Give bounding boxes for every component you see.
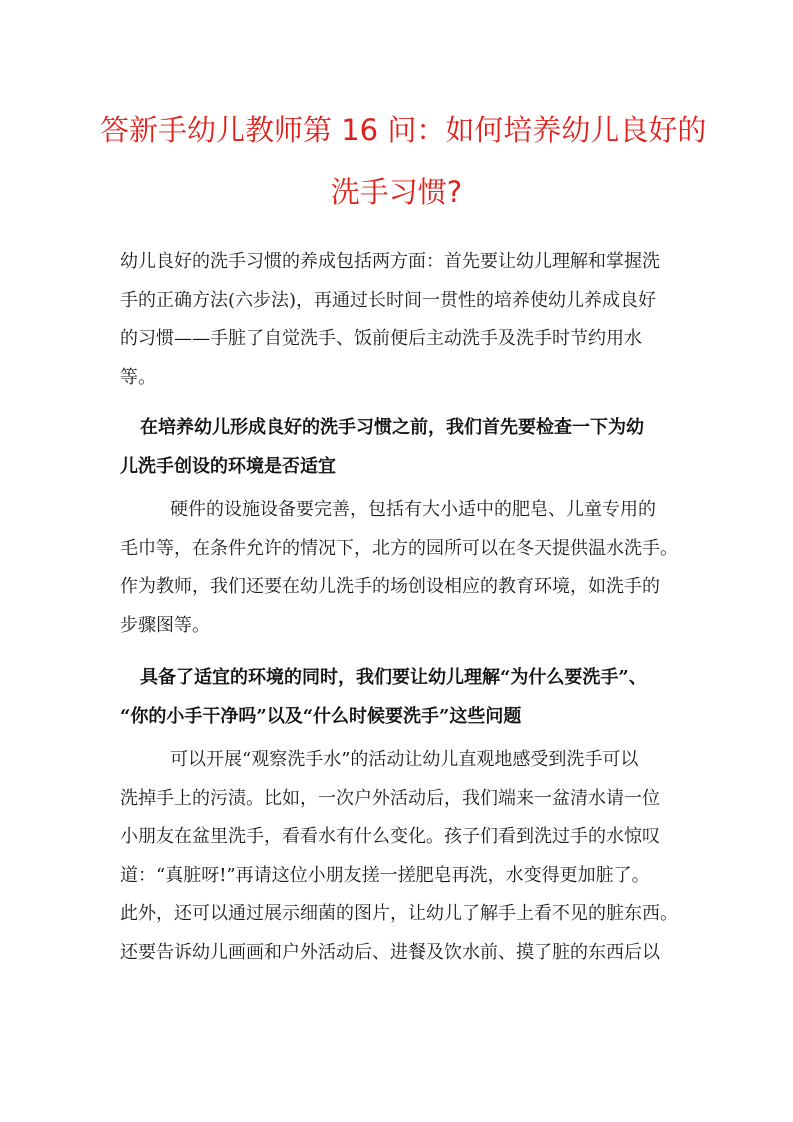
text-line: 还要告诉幼儿画画和户外活动后、进餐及饮水前、摸了脏的东西后以 (120, 941, 660, 963)
text-line: 可以开展“观察洗手水”的活动让幼儿直观地感受到洗手可以 (170, 749, 639, 770)
document-title-line-2: 洗手习惯? (330, 175, 463, 209)
text-line: “你的小手干净吗”以及“什么时候要洗手”这些问题 (120, 705, 522, 727)
text-line: 步骤图等。 (120, 614, 210, 636)
document-title-line-1: 答新手幼儿教师第 16 问：如何培养幼儿良好的 (100, 113, 707, 147)
activity-paragraph (120, 741, 680, 972)
environment-paragraph (120, 491, 680, 645)
text-line: 具备了适宜的环境的同时，我们要让幼儿理解“为什么要洗手”、 (140, 667, 647, 688)
text-line: 毛巾等，在条件允许的情况下，北方的园所可以在冬天提供温水洗手。 (120, 537, 678, 559)
text-line: 道：“真脏呀!”再请这位小朋友搓一搓肥皂再洗，水变得更加脏了。 (120, 864, 650, 886)
section-heading-understanding (120, 659, 680, 736)
text-line: 作为教师，我们还要在幼儿洗手的场创设相应的教育环境，如洗手的 (120, 576, 660, 597)
text-line: 小朋友在盆里洗手，看看水有什么变化。孩子们看到洗过手的水惊叹 (120, 826, 660, 847)
section-heading-environment (120, 409, 680, 486)
text-line: 等。 (120, 366, 156, 388)
text-line: 儿洗手创设的环境是否适宜 (120, 455, 336, 477)
text-line: 洗掉手上的污渍。比如，一次户外活动后，我们端来一盆清水请一位 (120, 787, 660, 809)
text-line: 此外，还可以通过展示细菌的图片，让幼儿了解手上看不见的脏东西。 (120, 903, 678, 924)
intro-paragraph (120, 243, 680, 397)
text-line: 在培养幼儿形成良好的洗手习惯之前，我们首先要检查一下为幼 (140, 417, 644, 438)
text-line: 幼儿良好的洗手习惯的养成包括两方面：首先要让幼儿理解和掌握洗 (120, 251, 660, 272)
text-line: 硬件的设施设备要完善，包括有大小适中的肥皂、儿童专用的 (170, 499, 656, 520)
text-line: 的习惯——手脏了自觉洗手、饭前便后主动洗手及洗手时节约用水 (120, 328, 642, 349)
text-line: 手的正确方法(六步法)，再通过长时间一贯性的培养使幼儿养成良好 (120, 289, 657, 311)
